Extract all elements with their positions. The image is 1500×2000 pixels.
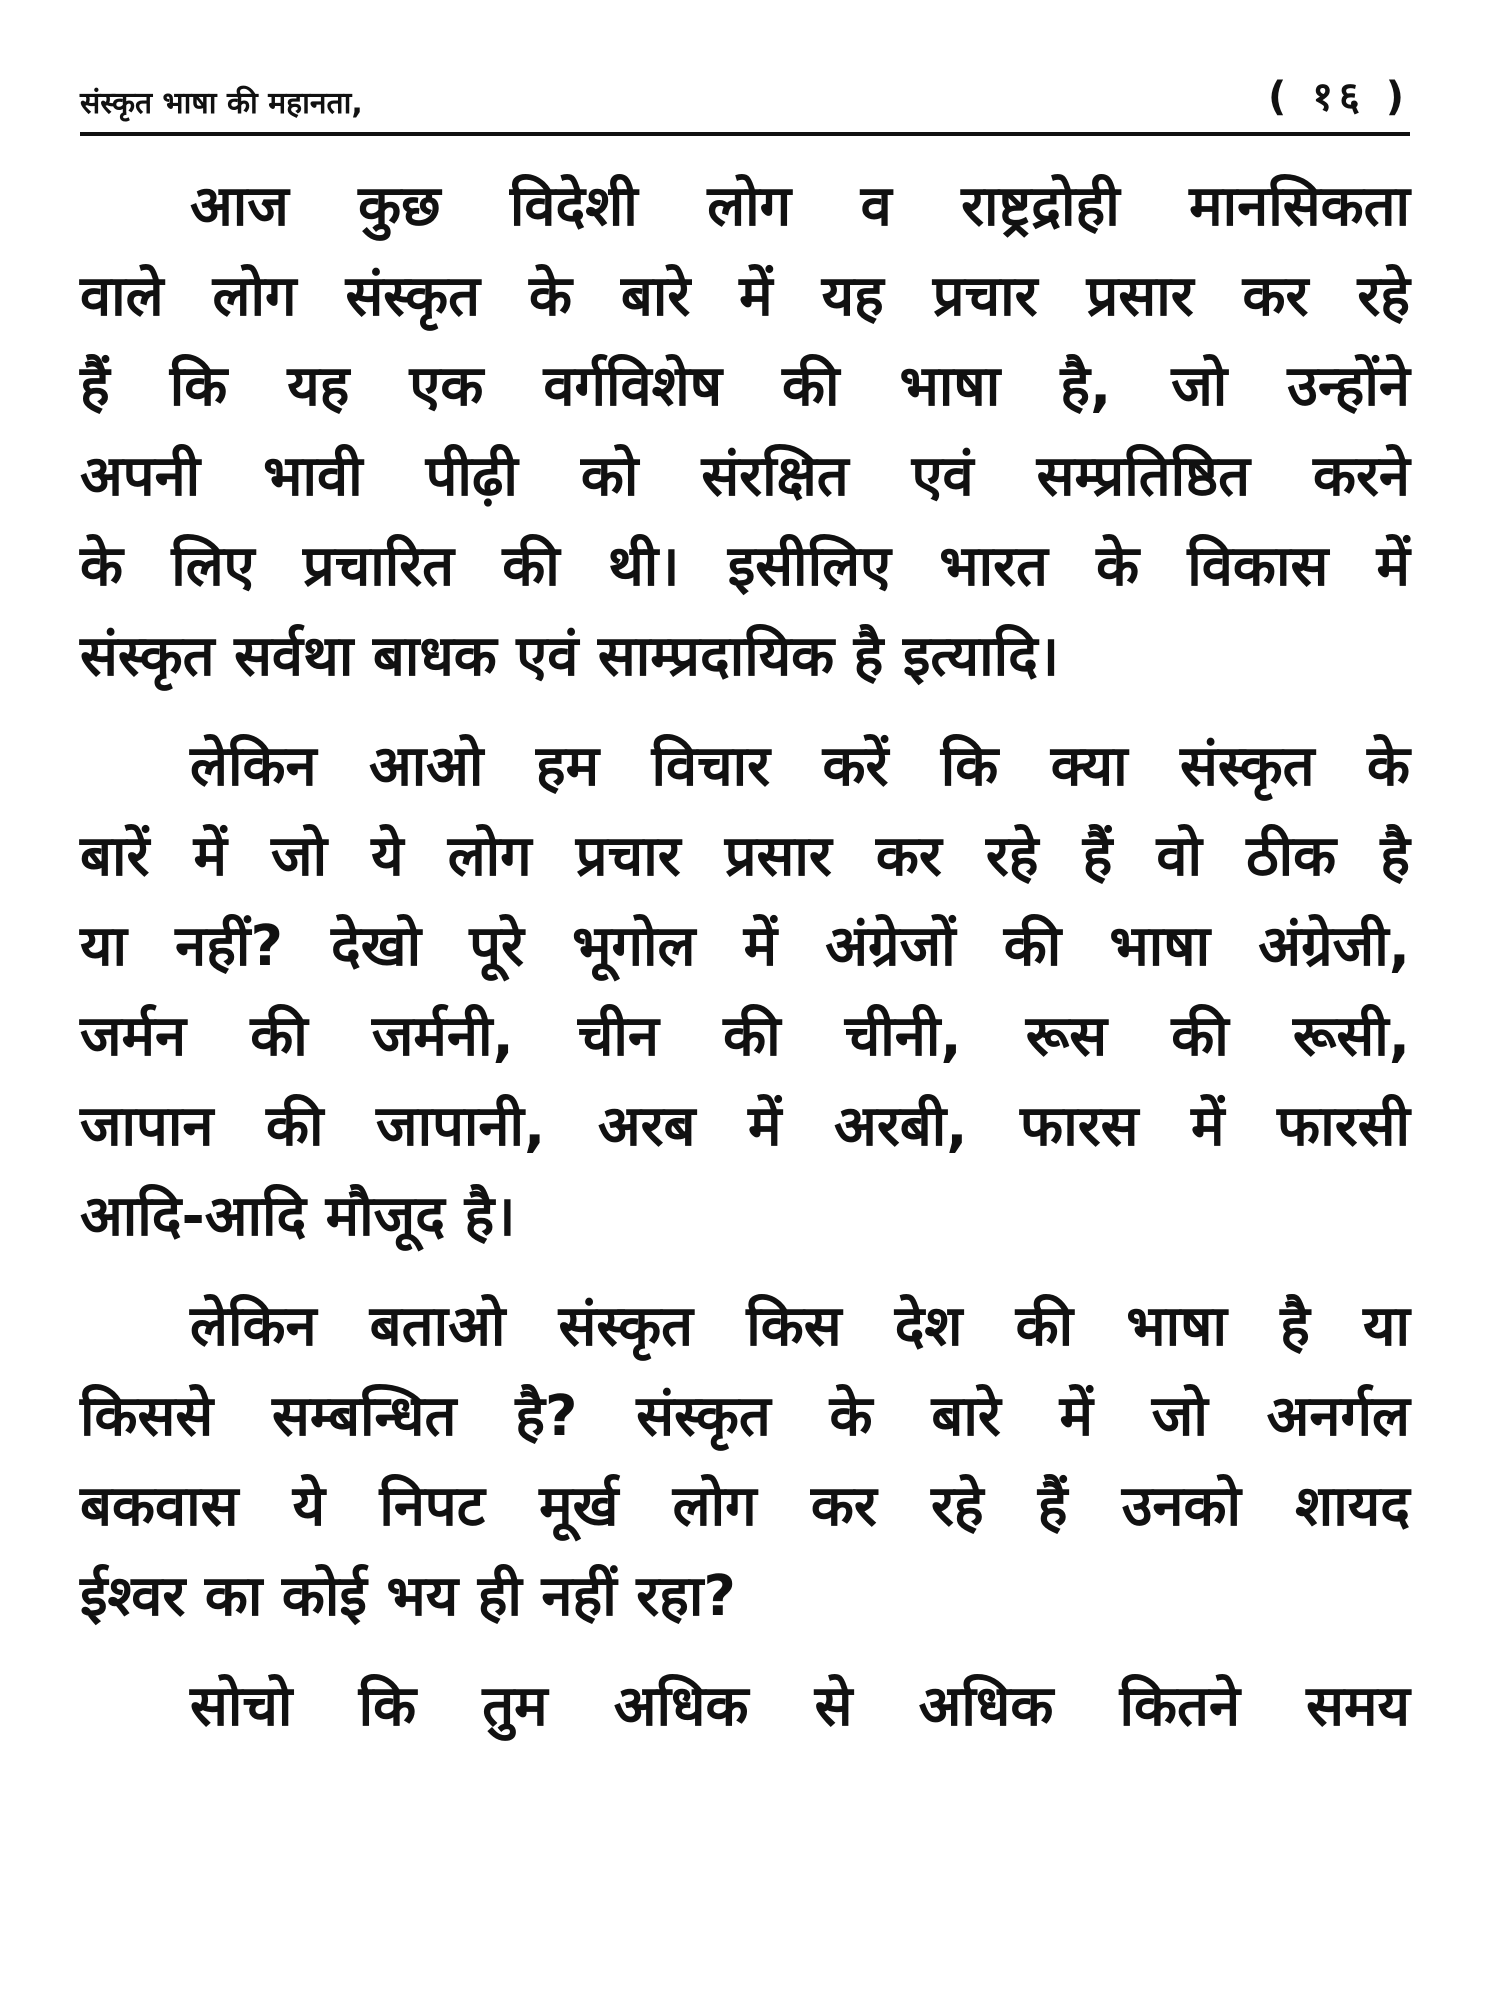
text-line: हैं कि यह एक वर्गविशेष की भाषा है, जो उन्होंने (80, 354, 1410, 419)
text-line: अपनी भावी पीढ़ी को संरक्षित एवं सम्प्रतिष्ठित करने (80, 444, 1410, 509)
text-line: ईश्वर का कोई भय ही नहीं रहा? (80, 1564, 736, 1629)
text-line: सोचो कि तुम अधिक से अधिक कितने समय (190, 1674, 1410, 1739)
body-text (80, 162, 1410, 1752)
text-line: आदि-आदि मौजूद है। (80, 1184, 516, 1249)
paragraph (80, 722, 1410, 1262)
running-title: संस्कृत भाषा की महानता, (80, 86, 363, 121)
text-line: बारें में जो ये लोग प्रचार प्रसार कर रहे हैं वो ठीक है (80, 824, 1410, 889)
text-line: संस्कृत सर्वथा बाधक एवं साम्प्रदायिक है इत्यादि। (80, 624, 1060, 689)
text-line: आज कुछ विदेशी लोग व राष्ट्रद्रोही मानसिकता (190, 174, 1410, 239)
text-line: जर्मन की जर्मनी, चीन की चीनी, रूस की रूसी, (80, 1004, 1410, 1069)
paragraph (80, 162, 1410, 702)
running-header (80, 60, 1410, 122)
header-rule (80, 132, 1410, 136)
text-line: बकवास ये निपट मूर्ख लोग कर रहे हैं उनको शायद (80, 1474, 1410, 1539)
text-line: वाले लोग संस्कृत के बारे में यह प्रचार प्रसार कर रहे (80, 264, 1410, 329)
text-line: लेकिन आओ हम विचार करें कि क्या संस्कृत के (190, 734, 1410, 799)
text-line: या नहीं? देखो पूरे भूगोल में अंग्रेजों की भाषा अंग्रेजी, (80, 914, 1410, 979)
text-line: जापान की जापानी, अरब में अरबी, फारस में फारसी (80, 1094, 1410, 1159)
text-line: लेकिन बताओ संस्कृत किस देश की भाषा है या (190, 1294, 1410, 1359)
paragraph (80, 1662, 1410, 1752)
text-line: के लिए प्रचारित की थी। इसीलिए भारत के विकास में (80, 534, 1410, 599)
paragraph (80, 1282, 1410, 1642)
text-line: किससे सम्बन्धित है? संस्कृत के बारे में जो अनर्गल (80, 1384, 1410, 1449)
page-number: ( १६ ) (1267, 74, 1410, 120)
